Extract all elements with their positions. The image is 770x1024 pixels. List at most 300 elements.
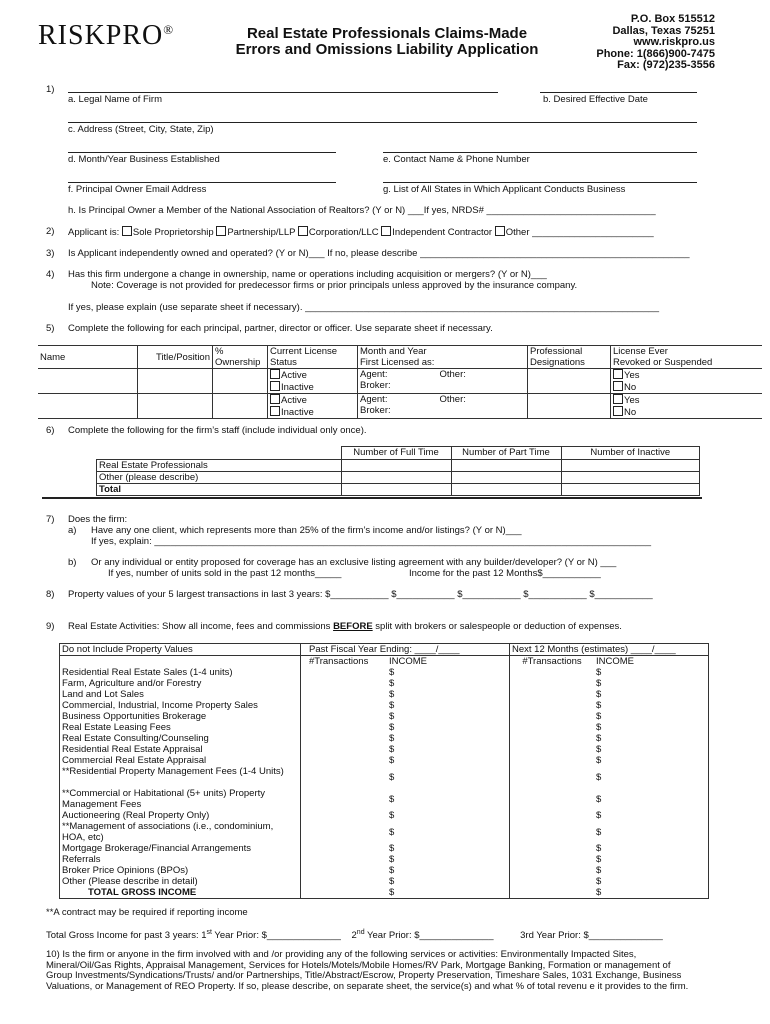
option-label: Sole Proprietorship	[132, 227, 214, 238]
past-trans-cell[interactable]	[301, 689, 388, 700]
past-trans-cell[interactable]	[301, 876, 388, 887]
activity-row	[60, 711, 709, 722]
next-income-cell[interactable]	[594, 689, 709, 700]
sole-proprietorship-checkbox[interactable]	[122, 226, 132, 236]
prof-text-2: Designations	[530, 357, 585, 368]
dollar-sign: $	[389, 793, 395, 805]
title-line-1: Real Estate Professionals Claims-Made	[246, 25, 528, 42]
status-text-2: Status	[270, 357, 297, 368]
q8-number: 8)	[46, 589, 55, 600]
activity-label: TOTAL GROSS INCOME	[60, 887, 301, 899]
no-label: No	[624, 407, 637, 418]
past-income-cell[interactable]	[387, 887, 510, 899]
section-divider	[42, 497, 702, 499]
past-trans-cell[interactable]	[301, 667, 388, 678]
agent-label: Agent:	[360, 369, 388, 380]
next-income-cell[interactable]	[594, 700, 709, 711]
contact-label: e. Contact Name & Phone Number	[383, 154, 530, 165]
next-income-cell[interactable]	[594, 744, 709, 755]
past-income-cell[interactable]	[387, 733, 510, 744]
status-cell	[268, 369, 358, 394]
past-income-cell[interactable]	[387, 865, 510, 876]
past-trans-cell[interactable]	[301, 887, 388, 899]
activity-label: Residential Real Estate Sales (1-4 units)	[60, 667, 301, 678]
past-trans-cell[interactable]	[301, 711, 388, 722]
activity-row	[60, 766, 709, 788]
dollar-sign: $	[596, 793, 602, 805]
registered-mark: ®	[163, 22, 175, 37]
inactive-cell[interactable]	[561, 484, 700, 496]
activity-label: Commercial, Industrial, Income Property Sales	[60, 700, 301, 711]
address-line: Phone: 1(866)900-7475	[596, 47, 715, 60]
activities-text-post: split with brokers or salespeople or deduction of expenses.	[372, 621, 622, 632]
licensed-cell	[358, 369, 528, 394]
next-year-header: Next 12 Months (estimates) ____/____	[510, 644, 709, 656]
next-trans-cell[interactable]	[510, 733, 595, 744]
past-income-cell[interactable]	[387, 667, 510, 678]
activity-label: Residential Real Estate Appraisal	[60, 744, 301, 755]
past-trans-cell[interactable]	[301, 755, 388, 766]
month-text-1: Month and Year	[360, 346, 427, 357]
activity-label: Broker Price Opinions (BPOs)	[60, 865, 301, 876]
applicant-type-label: Applicant is:	[68, 227, 120, 238]
inactive-cell[interactable]	[561, 472, 700, 484]
next-trans-cell[interactable]	[510, 678, 595, 689]
option-label: Other _______________________	[505, 227, 654, 238]
past-income-cell[interactable]	[387, 711, 510, 722]
activity-row	[60, 744, 709, 755]
next-income-cell[interactable]	[594, 766, 709, 788]
partnership-checkbox[interactable]	[216, 226, 226, 236]
activity-label: **Residential Property Management Fees (1-4 Units)	[60, 766, 301, 788]
full-time-cell[interactable]	[341, 484, 451, 496]
designations-cell[interactable]	[528, 369, 611, 394]
next-trans-cell[interactable]	[510, 788, 595, 810]
principal-row	[38, 394, 762, 419]
dollar-sign: $	[389, 733, 395, 744]
active-checkbox[interactable]	[270, 369, 280, 379]
activity-label: Land and Lot Sales	[60, 689, 301, 700]
activity-row	[60, 854, 709, 865]
units-sold-field: If yes, number of units sold in the past 12 months_____	[108, 568, 342, 579]
activity-row	[60, 755, 709, 766]
dollar-sign: $	[596, 711, 602, 722]
next-trans-cell[interactable]	[510, 865, 595, 876]
client-25-question: Have any one client, which represents more than 25% of the firm’s income and/or listings? (Y or N)___	[91, 525, 522, 536]
ownership-text: Ownership	[215, 357, 261, 368]
q9-number: 9)	[46, 621, 55, 632]
activity-label: Farm, Agriculture and/or Forestry	[60, 678, 301, 689]
yes-checkbox[interactable]	[613, 369, 623, 379]
activities-instruction	[68, 621, 622, 632]
dollar-sign: $	[596, 722, 602, 733]
q10-line: Group Investments/Syndications/Trusts/ and/or Partnerships, Title/Abstract/Escrow, Property Preservation, Timeshare Sales, 1031 Exchange, Business	[46, 970, 682, 981]
title-header	[138, 346, 213, 369]
dollar-sign: $	[596, 865, 602, 876]
yes-label: Yes	[624, 395, 640, 406]
dollar-sign: $	[389, 771, 395, 783]
next-trans-cell[interactable]	[510, 887, 595, 899]
exclusive-listing-question: Or any individual or entity proposed for coverage has an exclusive listing agreement with any builder/developer? (Y or N) ___	[91, 557, 617, 568]
effective-date-field[interactable]	[540, 92, 697, 93]
activity-row	[60, 843, 709, 854]
ownership-change-question: Has this firm undergone a change in ownership, name or operations including acquisition or mergers? (Y or N)___	[68, 269, 547, 280]
activity-row	[60, 810, 709, 821]
owner-email-field[interactable]	[68, 182, 336, 183]
logo-text: RISKPRO	[38, 20, 164, 51]
second-year-field[interactable]: Year Prior: $______________	[364, 930, 494, 942]
applicant-type-row	[68, 226, 654, 238]
dollar-sign: $	[389, 689, 395, 700]
activity-row	[60, 821, 709, 843]
part-time-cell[interactable]	[451, 460, 561, 472]
next-income-cell[interactable]	[594, 876, 709, 887]
no-checkbox[interactable]	[613, 381, 623, 391]
activity-label: Business Opportunities Brokerage	[60, 711, 301, 722]
title-cell[interactable]	[138, 369, 213, 394]
dollar-sign: $	[596, 678, 602, 689]
dollar-sign: $	[389, 744, 395, 755]
title-line-2: Errors and Omissions Liability Application	[235, 41, 539, 58]
past-income-cell[interactable]	[387, 821, 510, 843]
next-income-cell[interactable]	[594, 788, 709, 810]
inactive-header: Number of Inactive	[561, 447, 700, 460]
lic-text-1: License Ever	[613, 346, 668, 357]
full-time-header: Number of Full Time	[341, 447, 451, 460]
principals-table	[38, 345, 762, 419]
activities-before: BEFORE	[333, 621, 373, 632]
activity-label: **Management of associations (i.e., condominium, HOA, etc)	[60, 821, 301, 843]
option-label: Corporation/LLC	[308, 227, 379, 238]
dollar-sign: $	[596, 854, 602, 865]
staff-row-label: Real Estate Professionals	[97, 460, 342, 472]
dollar-sign: $	[596, 689, 602, 700]
name-header	[38, 346, 138, 369]
dollar-sign: $	[389, 711, 395, 722]
q6-number: 6)	[46, 425, 55, 436]
activity-row	[60, 788, 709, 810]
inactive-label: Inactive	[281, 407, 314, 418]
dollar-sign: $	[596, 843, 602, 854]
activity-row	[60, 876, 709, 887]
lic-text-2: Revoked or Suspended	[613, 357, 713, 368]
next-trans-header: #Transactions	[522, 656, 582, 667]
staff-row-label: Total	[97, 484, 342, 496]
nar-member-question: h. Is Principal Owner a Member of the National Association of Realtors? (Y or N) ___If yes, NRDS# ________________________________	[68, 205, 656, 216]
past-income-cell[interactable]	[387, 744, 510, 755]
past-trans-cell[interactable]	[301, 700, 388, 711]
option-label: Independent Contractor	[392, 227, 493, 238]
activity-row	[60, 689, 709, 700]
other-label: Other:	[439, 394, 466, 405]
address-line: Fax: (972)235-3556	[617, 59, 715, 71]
revoked-cell	[611, 369, 763, 394]
next-income-cell[interactable]	[594, 755, 709, 766]
past-trans-cell[interactable]	[301, 744, 388, 755]
status-text-1: Current License	[270, 346, 338, 357]
status-cell	[268, 394, 358, 419]
past-income-cell[interactable]	[387, 788, 510, 810]
inactive-checkbox[interactable]	[270, 406, 280, 416]
address-line: P.O. Box 515512	[630, 13, 715, 25]
dollar-sign: $	[596, 771, 602, 783]
activity-row	[60, 700, 709, 711]
owner-email-label: f. Principal Owner Email Address	[68, 184, 207, 195]
activity-row	[60, 865, 709, 876]
next-trans-cell[interactable]	[510, 854, 595, 865]
yes-label: Yes	[624, 370, 640, 381]
next-income-cell[interactable]	[594, 678, 709, 689]
yes-checkbox[interactable]	[613, 394, 623, 404]
activity-label: Mortgage Brokerage/Financial Arrangements	[60, 843, 301, 854]
name-header-text: Name	[40, 351, 66, 363]
dollar-sign: $	[389, 887, 395, 898]
next-trans-cell[interactable]	[510, 744, 595, 755]
active-label: Active	[281, 395, 307, 406]
agent-label: Agent:	[360, 394, 388, 405]
activity-label: Auctioneering (Real Property Only)	[60, 810, 301, 821]
active-checkbox[interactable]	[270, 394, 280, 404]
past-income-cell[interactable]	[387, 766, 510, 788]
next-income-cell[interactable]	[594, 821, 709, 843]
broker-label: Broker:	[360, 405, 391, 416]
next-income-cell[interactable]	[594, 854, 709, 865]
corporation-checkbox[interactable]	[298, 226, 308, 236]
part-time-cell[interactable]	[451, 472, 561, 484]
staff-corner-cell	[97, 447, 342, 460]
next-income-header: INCOME	[594, 656, 709, 668]
next-trans-cell[interactable]	[510, 700, 595, 711]
past-income-cell[interactable]	[387, 843, 510, 854]
next-income-cell[interactable]	[594, 843, 709, 854]
activities-text-pre: Real Estate Activities: Show all income, fees and commissions	[68, 621, 334, 632]
activity-label: Real Estate Leasing Fees	[60, 722, 301, 733]
activity-label: **Commercial or Habitational (5+ units) Property Management Fees	[60, 788, 301, 810]
dollar-sign: $	[389, 755, 395, 766]
past-income-cell[interactable]	[387, 722, 510, 733]
principal-row	[38, 369, 762, 394]
activity-row	[60, 678, 709, 689]
month-text-2: First Licensed as:	[360, 357, 435, 368]
past-trans-cell[interactable]	[301, 854, 388, 865]
address-line: www.riskpro.us	[633, 36, 715, 48]
part-time-cell[interactable]	[451, 484, 561, 496]
next-income-cell[interactable]	[594, 722, 709, 733]
activities-table	[59, 643, 709, 899]
q10-line: Mineral/Oil/Gas Rights, Appraisal Management, Services for Hotels/Motels/Mobile Homes/RV Park, Mortgage Banking, Formation or management of	[46, 959, 671, 971]
past-income-cell[interactable]	[387, 876, 510, 887]
next-trans-cell[interactable]	[510, 689, 595, 700]
past-trans-cell[interactable]	[301, 843, 388, 854]
no-label: No	[624, 382, 637, 393]
second-year-number: 2	[351, 930, 357, 942]
principals-instruction: Complete the following for each principal, partner, director or officer. Use separate sheet if necessary.	[68, 323, 493, 334]
q10-question	[46, 950, 688, 992]
dollar-sign: $	[389, 876, 395, 887]
dollar-sign: $	[596, 876, 602, 887]
ownership-header	[213, 346, 268, 369]
independent-contractor-checkbox[interactable]	[381, 226, 391, 236]
past-trans-cell[interactable]	[301, 678, 388, 689]
client-25-explain: If yes, explain: ______________________________________________________________________________________________	[91, 536, 652, 547]
status-header	[268, 346, 358, 369]
next-trans-cell[interactable]	[510, 821, 595, 843]
past-income-cell[interactable]	[387, 700, 510, 711]
contact-field[interactable]	[383, 152, 697, 153]
designations-header	[528, 346, 611, 369]
staff-row-label: Other (please describe)	[97, 472, 342, 484]
next-income-cell[interactable]	[594, 810, 709, 821]
q5-number: 5)	[46, 323, 55, 334]
q2-number: 2)	[46, 226, 55, 237]
designations-cell[interactable]	[528, 394, 611, 419]
past-income-cell[interactable]	[387, 854, 510, 865]
inactive-cell[interactable]	[561, 460, 700, 472]
next-income-cell[interactable]	[594, 711, 709, 722]
name-cell[interactable]	[38, 369, 138, 394]
revoked-cell	[611, 394, 763, 419]
prof-text-1: Professional	[530, 346, 583, 357]
activity-row	[60, 722, 709, 733]
first-year-field[interactable]: Year Prior: $______________	[211, 930, 341, 942]
activities-col-header: Do not Include Property Values	[60, 644, 301, 656]
pct-text: %	[215, 346, 224, 357]
broker-label: Broker:	[360, 380, 391, 391]
activity-label: Real Estate Consulting/Counseling	[60, 733, 301, 744]
q1-number: 1)	[46, 84, 55, 95]
address-field[interactable]	[68, 122, 697, 123]
past-trans-cell[interactable]	[301, 865, 388, 876]
activity-label: Referrals	[60, 854, 301, 865]
inactive-checkbox[interactable]	[270, 381, 280, 391]
next-trans-cell[interactable]	[510, 711, 595, 722]
past-trans-cell[interactable]	[301, 722, 388, 733]
dollar-sign: $	[596, 667, 602, 678]
form-title	[222, 26, 552, 58]
staff-instruction: Complete the following for the firm’s staff (include individual only once).	[68, 425, 367, 436]
coverage-note: Note: Coverage is not provided for predecessor firms or prior principals unless approved by the insurance company.	[91, 280, 578, 291]
revoked-header	[611, 346, 763, 369]
dollar-sign: $	[389, 826, 395, 838]
next-trans-cell[interactable]	[510, 667, 595, 678]
established-field[interactable]	[68, 152, 336, 153]
name-cell[interactable]	[38, 394, 138, 419]
full-time-cell[interactable]	[341, 472, 451, 484]
other-label: Other:	[439, 369, 466, 380]
activity-row	[60, 733, 709, 744]
legal-name-label: a. Legal Name of Firm	[68, 94, 162, 105]
licensed-cell	[358, 394, 528, 419]
dollar-sign: $	[389, 667, 395, 678]
next-income-cell[interactable]	[594, 887, 709, 899]
next-income-cell[interactable]	[594, 865, 709, 876]
dollar-sign: $	[596, 744, 602, 755]
past-trans-header: #Transactions	[301, 656, 388, 668]
legal-name-field[interactable]	[68, 92, 498, 93]
riskpro-logo	[38, 20, 174, 52]
dollar-sign: $	[596, 810, 602, 821]
ordinal-nd: nd	[356, 929, 365, 936]
does-firm-intro: Does the firm:	[68, 514, 128, 525]
dollar-sign: $	[389, 843, 395, 854]
address-line: Dallas, Texas 75251	[612, 24, 715, 37]
activity-label: Commercial Real Estate Appraisal	[60, 755, 301, 766]
past-year-header: Past Fiscal Year Ending: ____/____	[301, 644, 510, 656]
established-label: d. Month/Year Business Established	[68, 154, 220, 165]
activity-label: Other (Please describe in detail)	[60, 876, 301, 887]
independent-owned-question: Is Applicant independently owned and operated? (Y or N)___ If no, please describe ___________________________________________________	[68, 248, 690, 259]
past-income-cell[interactable]	[387, 810, 510, 821]
past-trans-cell[interactable]	[301, 810, 388, 821]
staff-table	[96, 446, 700, 496]
dollar-sign: $	[596, 700, 602, 711]
no-checkbox[interactable]	[613, 406, 623, 416]
title-cell[interactable]	[138, 394, 213, 419]
q3-number: 3)	[46, 248, 55, 259]
dollar-sign: $	[389, 810, 395, 821]
income-12-months-field: Income for the past 12 Months$___________	[409, 568, 601, 579]
past-trans-cell[interactable]	[301, 821, 388, 843]
effective-date-label: b. Desired Effective Date	[543, 94, 648, 105]
past-income-cell[interactable]	[387, 689, 510, 700]
q7b-label: b)	[68, 557, 77, 568]
q4-number: 4)	[46, 269, 55, 280]
option-label: Partnership/LLP	[227, 227, 296, 238]
q10-line: Valuations, or Management of REO Property. If so, please describe, on separate sheet, the service(s) and what % of total revenu e it provides to the firm.	[46, 980, 689, 992]
dollar-sign: $	[389, 722, 395, 733]
next-trans-cell[interactable]	[510, 766, 595, 788]
past-trans-cell[interactable]	[301, 788, 388, 810]
past-trans-cell[interactable]	[301, 733, 388, 744]
past-income-cell[interactable]	[387, 678, 510, 689]
past-income-header: INCOME	[387, 656, 510, 668]
next-income-cell[interactable]	[594, 667, 709, 678]
ordinal-st: st	[206, 929, 212, 936]
gross-income-row	[46, 929, 663, 941]
past-trans-cell[interactable]	[301, 766, 388, 788]
dollar-sign: $	[596, 887, 602, 898]
empty-cell	[60, 656, 301, 668]
property-values-question: Property values of your 5 largest transactions in last 3 years: $___________ $___________ $___________ $___________ $___________	[68, 589, 653, 600]
dollar-sign: $	[389, 700, 395, 711]
dollar-sign: $	[389, 865, 395, 876]
inactive-label: Inactive	[281, 382, 314, 393]
ownership-cell[interactable]	[213, 369, 268, 394]
next-trans-cell[interactable]	[510, 722, 595, 733]
full-time-cell[interactable]	[341, 460, 451, 472]
next-income-cell[interactable]	[594, 733, 709, 744]
states-field[interactable]	[383, 182, 697, 183]
next-trans-cell[interactable]	[510, 810, 595, 821]
activity-row	[60, 667, 709, 678]
states-label: g. List of All States in Which Applicant Conducts Business	[383, 184, 626, 195]
third-year-field[interactable]: 3rd Year Prior: $______________	[520, 930, 663, 942]
contract-footnote: **A contract may be required if reporting income	[46, 907, 248, 918]
other-checkbox[interactable]	[495, 226, 505, 236]
next-trans-cell[interactable]	[510, 755, 595, 766]
part-time-header: Number of Part Time	[451, 447, 561, 460]
licensed-header	[358, 346, 528, 369]
q10-line: 10) Is the firm or anyone in the firm involved with and /or providing any of the following services or activities: Environmentally Impacted Sites,	[46, 949, 637, 960]
past-income-cell[interactable]	[387, 755, 510, 766]
q7a-label: a)	[68, 525, 77, 536]
next-trans-cell[interactable]	[510, 843, 595, 854]
activity-row	[60, 887, 709, 899]
next-trans-cell[interactable]	[510, 876, 595, 887]
title-header-text: Title/Position	[155, 351, 210, 363]
ownership-cell[interactable]	[213, 394, 268, 419]
ownership-change-explain: If yes, please explain (use separate sheet if necessary). ___________________________________________________________________	[68, 302, 660, 313]
